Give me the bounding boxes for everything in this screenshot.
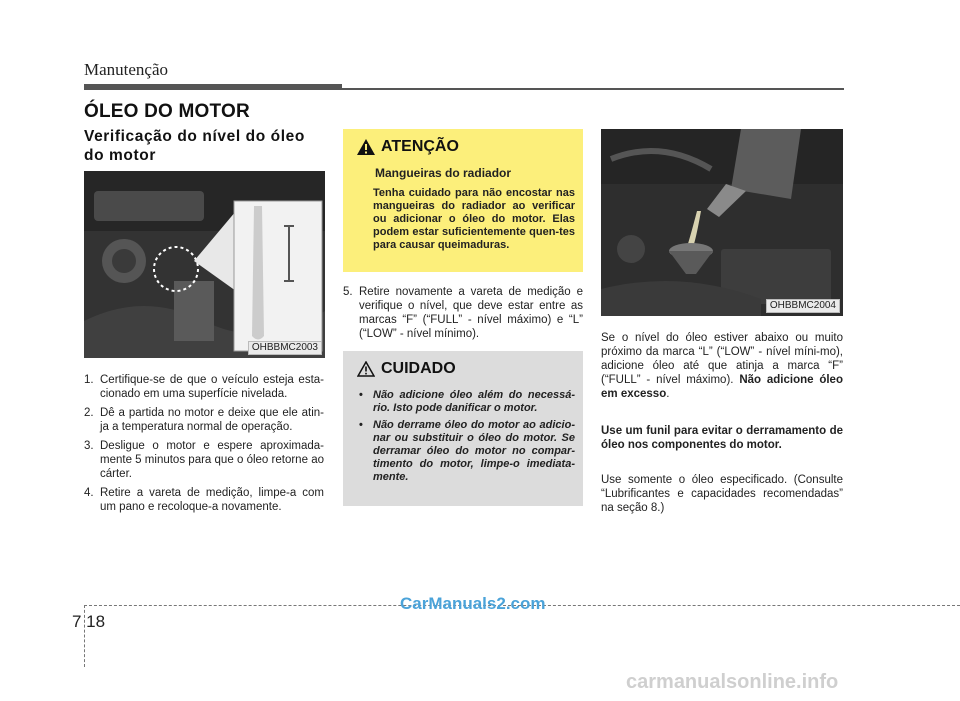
page-number: 7 18 <box>72 612 106 631</box>
list-item <box>359 419 575 484</box>
engine-dipstick-illustration <box>84 171 325 358</box>
watermark-link[interactable]: CarManuals2.com <box>400 594 546 613</box>
list-item <box>84 486 324 514</box>
steps-list-left <box>84 373 324 519</box>
section-subtitle: Verificação do nível do óleo do motor <box>84 128 305 164</box>
warning-triangle-icon <box>357 139 375 155</box>
caution-title: CUIDADO <box>381 360 456 377</box>
spec-oil-paragraph <box>601 473 843 515</box>
caution-item-text: Não adicione óleo além do necessá-rio. Isto pode danificar o motor. <box>373 389 575 414</box>
page-header-title: Manutenção <box>84 60 169 79</box>
warning-text: Tenha cuidado para não encostar nas mangueiras do radiador ao verificar ou adicionar o óleo do motor. Elas podem estar suficientemente quen-tes para causar queimaduras. <box>373 187 575 251</box>
step-number: 1. <box>84 374 94 386</box>
caution-box <box>343 351 583 506</box>
warning-title: ATENÇÃO <box>381 138 459 155</box>
oil-funnel-photo <box>601 129 843 316</box>
bullet-icon: • <box>359 419 363 431</box>
oil-level-text: Se o nível do óleo estiver abaixo ou muito próximo da marca “L” (“LOW” - nível míni-mo), adicione óleo até que atinja a marca “F” (“FULL” - nível máximo). <box>601 332 843 386</box>
dipstick-photo <box>84 171 325 358</box>
step-number: 2. <box>84 407 94 419</box>
oil-excess-warning: Não adicione óleo em excesso <box>601 374 843 400</box>
funnel-text: Use um funil para evitar o derramamento de óleo nos componentes do motor. <box>601 425 843 451</box>
oil-level-paragraph <box>601 331 843 401</box>
oil-pouring-illustration <box>601 129 843 316</box>
warning-header <box>357 138 459 156</box>
step-text: Retire a vareta de medição, limpe-a com um pano e recoloque-a novamente. <box>100 487 324 513</box>
list-item <box>84 373 324 401</box>
watermark-footer: carmanualsonline.info <box>626 671 839 693</box>
step-text: Desligue o motor e espere aproximada-mente 5 minutos para que o óleo retorne ao cárter. <box>100 440 324 480</box>
photo-code-label: OHBBMC2003 <box>248 341 322 355</box>
step-number: 4. <box>84 487 94 499</box>
caution-item-text: Não derrame óleo do motor ao adicio-nar ou substituir o óleo do motor. Se derramar óleo do motor no compar-timento do motor, limpe-o imediata-mente. <box>373 419 575 483</box>
caution-list <box>359 389 575 488</box>
caution-triangle-icon <box>357 361 375 377</box>
warning-box <box>343 129 583 272</box>
step-text: Dê a partida no motor e deixe que ele atin-ja a temperatura normal de operação. <box>100 407 324 433</box>
steps-list-middle <box>343 285 583 346</box>
caution-header <box>357 360 456 378</box>
step-text: Retire novamente a vareta de medição e verifique o nível, que deve estar entre as marcas “F” (“FULL” - nível máximo) e “L” (“LOW” - nível mínimo). <box>359 286 583 340</box>
spec-oil-text: Use somente o óleo especificado. (Consulte “Lubrificantes e capacidades recomendadas” na seção 8.) <box>601 474 843 514</box>
list-item <box>84 406 324 434</box>
list-item <box>343 285 583 341</box>
header-rule <box>342 88 844 90</box>
period: . <box>666 388 670 400</box>
step-number: 5. <box>343 286 353 298</box>
step-text: Certifique-se de que o veículo esteja esta-cionado em uma superfície nivelada. <box>100 374 324 400</box>
step-number: 3. <box>84 440 94 452</box>
warning-subtitle: Mangueiras do radiador <box>375 166 512 180</box>
bullet-icon: • <box>359 389 363 401</box>
funnel-paragraph <box>601 424 843 452</box>
section-title: ÓLEO DO MOTOR <box>84 101 250 122</box>
list-item <box>359 389 575 415</box>
header-bar <box>84 84 342 90</box>
photo-code-label: OHBBMC2004 <box>766 299 840 313</box>
list-item <box>84 439 324 481</box>
